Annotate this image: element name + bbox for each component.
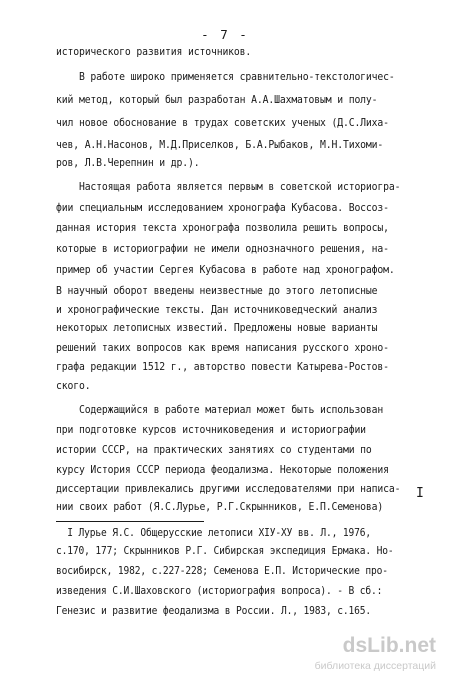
footnote-line-3: восибирск, 1982, с.227-228; Семенова Е.П. Исторические про- [56, 566, 388, 577]
body-line-8: фии специальным исследованием хронографа Кубасова. Воссоз- [56, 202, 389, 214]
body-line-15: решений таких вопросов как время написания русского хроно- [56, 342, 389, 354]
body-line-17: ского. [56, 380, 91, 392]
body-line-4: чил новое обоснование в трудах советских ученых (Д.С.Лиха- [56, 117, 389, 129]
body-line-13: и хронографические тексты. Дан источниковедческий анализ [56, 304, 378, 316]
body-line-14: некоторых летописных известий. Предложены новые варианты [56, 322, 378, 334]
body-line-19: при подготовке курсов источниковедения и историографии [56, 424, 366, 436]
footnote-line-4: изведения С.И.Шаховского (историография вопроса). - В сб.: [56, 586, 383, 597]
page-number: - 7 - [201, 27, 249, 42]
body-line-18: Содержащийся в работе материал может быть использован [56, 404, 384, 416]
body-line-9: данная история текста хронографа позволила решить вопросы, [56, 222, 389, 234]
footnote-reference-mark: I [416, 486, 424, 501]
body-line-20: истории СССР, на практических занятиях со студентами по [56, 444, 372, 456]
watermark-logo: dsLib.net [342, 634, 436, 657]
footnote-line-2: с.170, 177; Скрынников Р.Г. Сибирская экспедиция Ермака. Но- [56, 546, 394, 557]
body-line-3: кий метод, который был разработан А.А.Шахматовым и полу- [56, 94, 378, 106]
footnote-line-1: I Лурье Я.С. Общерусские летописи XIУ-ХУ вв. Л., 1976, [56, 528, 371, 539]
body-line-22: диссертации привлекались другими исследователями при написа- [56, 483, 401, 495]
footnote-separator [56, 521, 204, 522]
body-line-6: ров, Л.В.Черепнин и др.). [56, 157, 200, 169]
body-line-10: которые в историографии не имели однозначного решения, на- [56, 243, 389, 255]
watermark-subtitle: библиотека диссертаций [314, 660, 436, 672]
body-line-1: исторического развития источников. [56, 46, 252, 58]
body-line-7: Настоящая работа является первым в советской историогра- [56, 181, 401, 193]
body-line-12: В научный оборот введены неизвестные до этого летописные [56, 285, 378, 297]
body-line-2: В работе широко применяется сравнительно-текстологичес- [56, 71, 395, 83]
body-line-11: пример об участии Сергея Кубасова в работе над хронографом. [56, 264, 395, 276]
body-line-21: курсу История СССР периода феодализма. Некоторые положения [56, 464, 389, 476]
body-line-16: графа редакции 1512 г., авторство повести Катырева-Ростов- [56, 361, 389, 373]
body-line-23: нии своих работ (Я.С.Лурье, Р.Г.Скрынников, Е.П.Семенова) [56, 501, 384, 513]
body-line-5: чев, А.Н.Насонов, М.Д.Приселков, Б.А.Рыбаков, М.Н.Тихоми- [56, 139, 384, 151]
footnote-line-5: Генезис и развитие феодализма в России. Л., 1983, с.165. [56, 606, 371, 617]
